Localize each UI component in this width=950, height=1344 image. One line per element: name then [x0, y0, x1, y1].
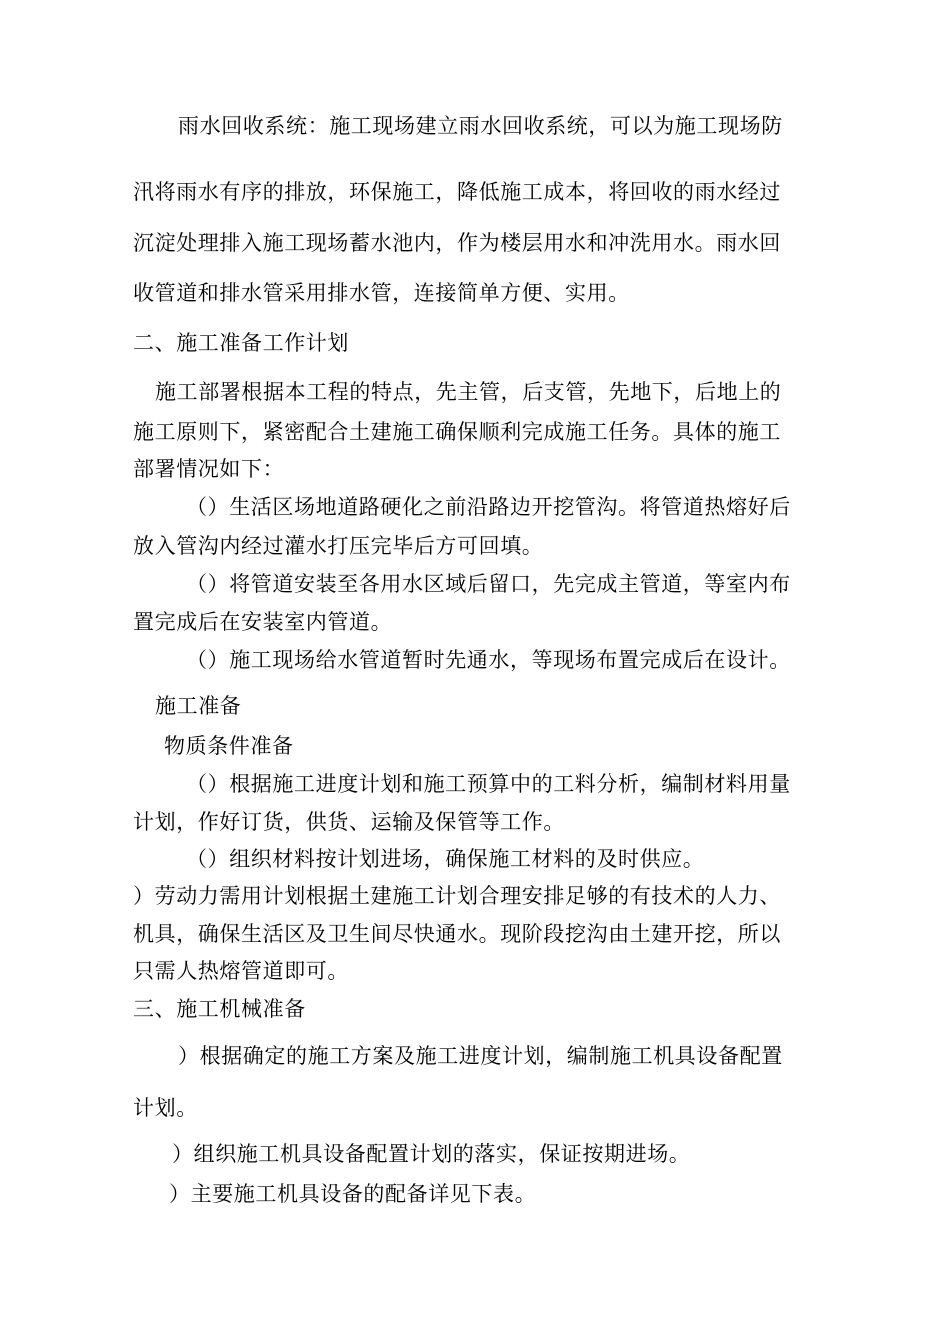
section-heading: 三、施工机械准备 — [133, 997, 306, 1021]
paragraph-line: 沉淀处理排入施工现场蓄水池内，作为楼层用水和冲洗用水。雨水回 — [133, 231, 781, 255]
list-item-line: （）施工现场给水管道暂时先通水，等现场布置完成后在设计。 — [186, 648, 791, 672]
list-item-line: （）组织材料按计划进场，确保施工材料的及时供应。 — [186, 847, 705, 871]
section-heading: 二、施工准备工作计划 — [133, 331, 349, 355]
paragraph-line: 机具，确保生活区及卫生间尽快通水。现阶段挖沟由土建开挖，所以 — [133, 922, 781, 946]
subsection-heading: 施工准备 — [155, 694, 242, 718]
list-item-line: ）主要施工机具设备的配备详见下表。 — [169, 1182, 537, 1206]
list-item-line: 置完成后在安装室内管道。 — [133, 610, 393, 634]
paragraph-line: 部署情况如下： — [133, 457, 285, 481]
paragraph-line: 汛将雨水有序的排放，环保施工，降低施工成本，将回收的雨水经过 — [133, 180, 781, 204]
paragraph-line: 施工部署根据本工程的特点，先主管，后支管，先地下，后地上的 — [155, 380, 782, 404]
paragraph-line: 施工原则下，紧密配合土建施工确保顺利完成施工任务。具体的施工 — [133, 420, 781, 444]
subsection-heading: 物质条件准备 — [164, 734, 294, 758]
list-item-line: （）根据施工进度计划和施工预算中的工料分析，编制材料用量 — [186, 772, 791, 796]
paragraph-line: 雨水回收系统：施工现场建立雨水回收系统，可以为施工现场防 — [178, 114, 783, 138]
list-item-line: （）将管道安装至各用水区域后留口，先完成主管道，等室内布 — [186, 572, 791, 596]
list-item-line: 放入管沟内经过灌水打压完毕后方可回填。 — [133, 534, 544, 558]
list-item-line: 计划，作好订货，供货、运输及保管等工作。 — [133, 810, 565, 834]
paragraph-line: 只需人热熔管道即可。 — [133, 959, 349, 983]
paragraph-line: ）劳动力需用计划根据土建施工计划合理安排足够的有技术的人力、 — [133, 884, 781, 908]
list-item-line: 计划。 — [133, 1096, 198, 1120]
list-item-line: （）生活区场地道路硬化之前沿路边开挖管沟。将管道热熔好后 — [186, 495, 791, 519]
list-item-line: ）根据确定的施工方案及施工进度计划，编制施工机具设备配置 — [178, 1044, 783, 1068]
paragraph-line: 收管道和排水管采用排水管，连接简单方便、实用。 — [133, 281, 630, 305]
list-item-line: ）组织施工机具设备配置计划的落实，保证按期进场。 — [172, 1142, 691, 1166]
